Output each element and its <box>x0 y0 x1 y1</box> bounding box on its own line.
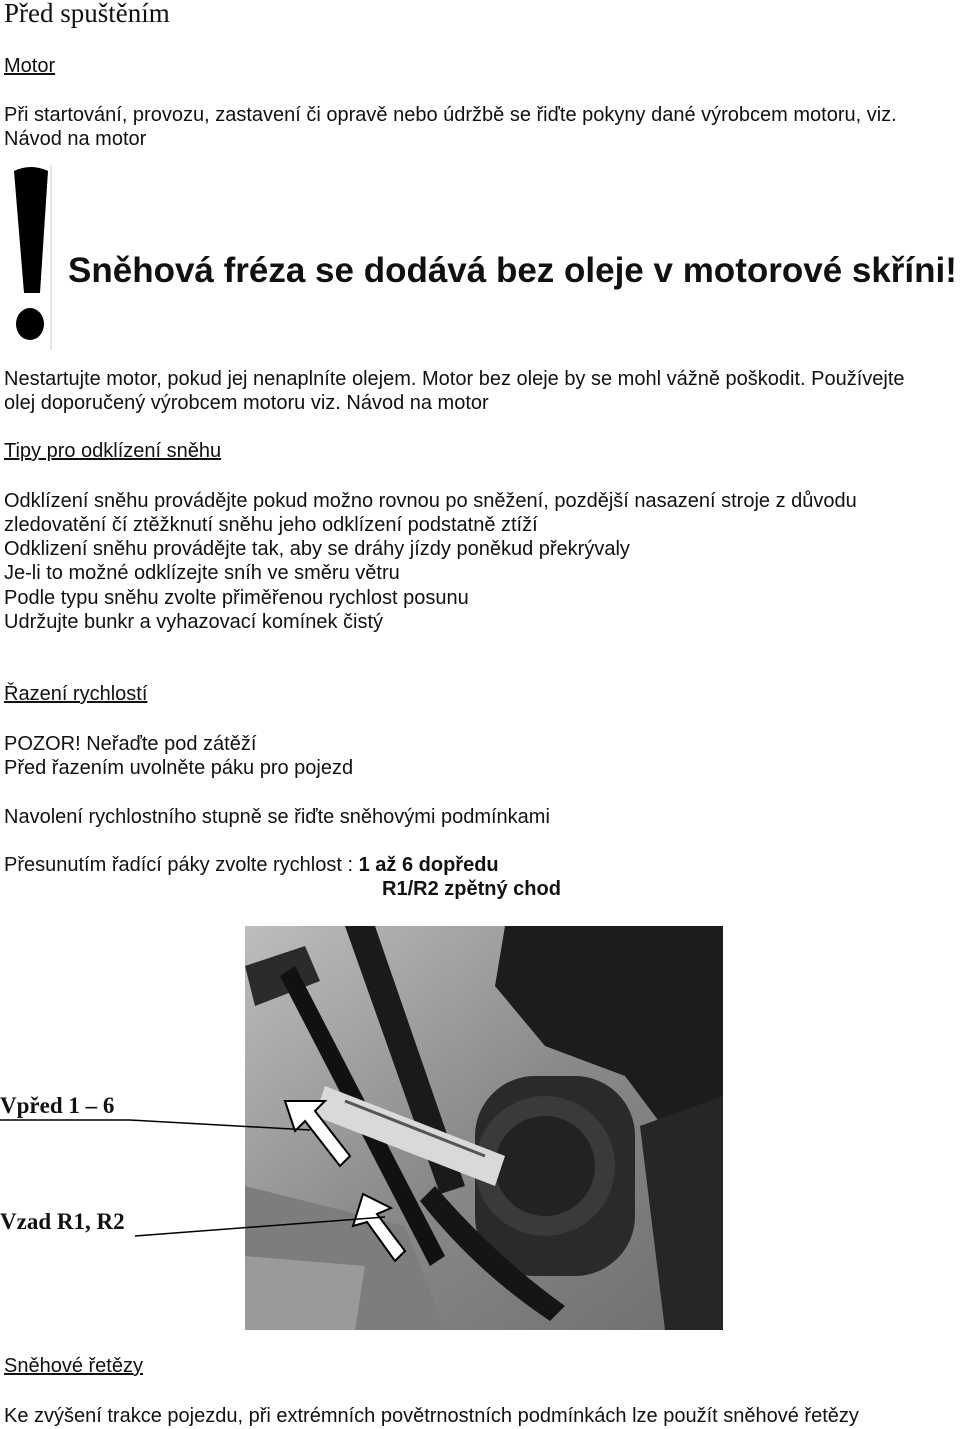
callout-line-forward <box>0 1100 330 1140</box>
tips-line: zledovatění čí ztěžknutí sněhu jeho odklízení podstatně ztíží <box>4 514 538 536</box>
shifting-select: Navolení rychlostního stupně se řiďte sněhovými podmínkami <box>4 806 550 828</box>
oil-note-line-1: Nestartujte motor, pokud jej nenaplníte olejem. Motor bez oleje by se mohl vážně poškodit. Používejte <box>4 368 905 390</box>
warning-text: Sněhová fréza se dodává bez oleje v motorové skříni! <box>68 251 957 290</box>
label-forward: Vpřed 1 – 6 <box>0 1093 115 1118</box>
exclamation-icon <box>4 165 52 350</box>
label-reverse: Vzad R1, R2 <box>0 1209 125 1234</box>
tips-line: Odklízení sněhu provádějte pokud možno rovnou po sněžení, pozdější nasazení stroje z důvodu <box>4 490 857 512</box>
section-heading-tips: Tipy pro odklízení sněhu <box>4 440 222 462</box>
chains-line-1: Ke zvýšení trakce pojezdu, při extrémních povětrnostních podmínkách lze použít sněhové řetězy <box>4 1405 859 1427</box>
shifting-instruction <box>4 853 499 878</box>
tips-line: Podle typu sněhu zvolte přiměřenou rychlost posunu <box>4 587 469 609</box>
shifting-forward: 1 až 6 dopředu <box>358 854 499 876</box>
shifting-warning: POZOR! Neřaďte pod zátěží <box>4 733 257 755</box>
section-heading-chains: Sněhové řetězy <box>4 1355 143 1377</box>
tips-line: Je-li to možné odklízejte sníh ve směru větru <box>4 562 400 584</box>
tips-line: Odklizení sněhu provádějte tak, aby se dráhy jízdy poněkud překrývaly <box>4 538 630 560</box>
section-heading-shifting: Řazení rychlostí <box>4 683 148 705</box>
oil-note-line-2: olej doporučený výrobcem motoru viz. Návod na motor <box>4 392 489 414</box>
section-heading-motor: Motor <box>4 55 56 77</box>
page-title: Před spuštěním <box>4 0 170 28</box>
shifting-prefix: Přesunutím řadící páky zvolte rychlost : <box>4 854 359 876</box>
shifting-release: Před řazením uvolněte páku pro pojezd <box>4 757 354 779</box>
motor-paragraph-line-2: Návod na motor <box>4 128 147 150</box>
motor-paragraph-line-1: Při startování, provozu, zastavení či opravě nebo údržbě se řiďte pokyny dané výrobcem motoru, viz. <box>4 104 897 126</box>
callout-line-reverse <box>0 1210 420 1240</box>
tips-line: Udržujte bunkr a vyhazovací komínek čistý <box>4 611 384 633</box>
shifting-reverse: R1/R2 zpětný chod <box>382 878 561 900</box>
